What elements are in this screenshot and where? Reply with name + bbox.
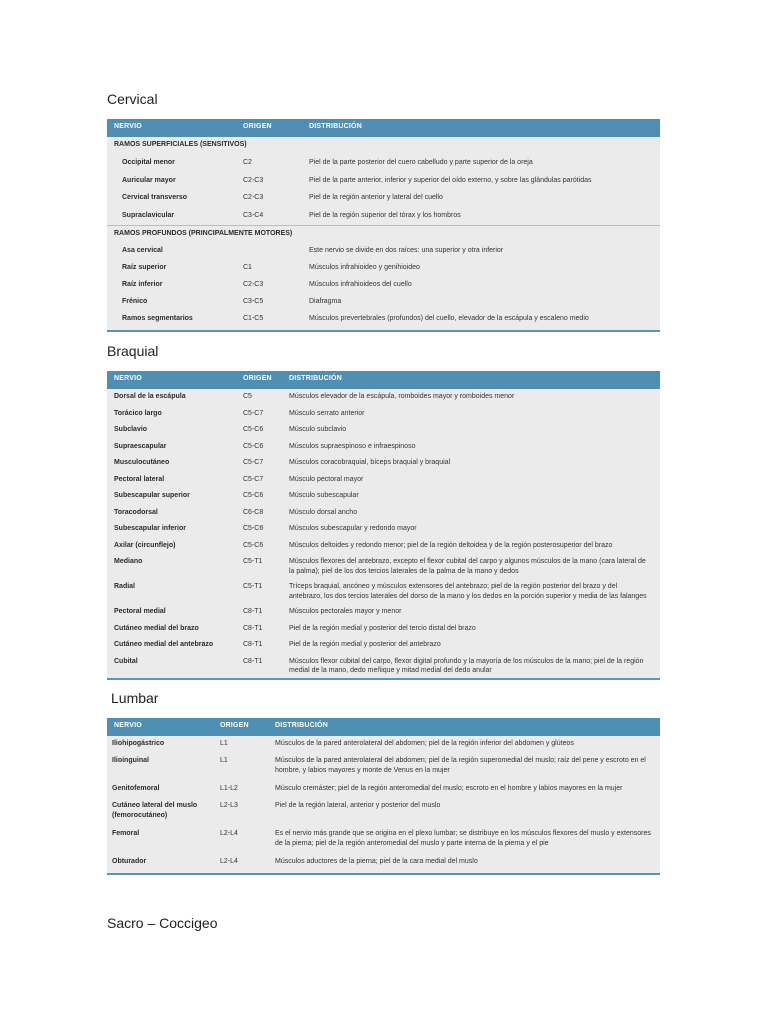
cell-distribucion: Músculos de la pared anterolateral del abdomen; piel de la región inferior del abdomen y glúteos [275, 740, 574, 747]
table-row [107, 736, 660, 753]
cell-nervio: Ramos segmentarios [122, 315, 193, 322]
cell-origen: C6-C8 [243, 508, 264, 516]
cell-nervio: Cervical transverso [122, 194, 187, 201]
cell-origen: C8-T1 [243, 641, 263, 648]
cell-nervio: Frénico [122, 298, 148, 305]
cell-distribucion: Piel de la región anterior y lateral del cuello [309, 194, 443, 201]
cell-origen: C1-C5 [243, 315, 264, 322]
cell-distribucion: Músculo pectoral mayor [289, 475, 364, 483]
cell-origen: L1-L2 [220, 785, 238, 792]
table-row [107, 554, 660, 579]
header-nervio: NERVIO [114, 375, 142, 382]
cell-distribucion: Músculos infrahioideos del cuello [309, 281, 412, 288]
heading-cervical: Cervical [107, 91, 158, 107]
cell-origen: C3-C5 [243, 298, 264, 305]
cell-nervio: Axilar (circunflejo) [114, 541, 176, 549]
cell-nervio: Pectoral lateral [114, 475, 165, 483]
cell-nervio: Genitofemoral [112, 785, 160, 792]
table-row [107, 260, 660, 277]
cell-distribucion: Músculo dorsal ancho [289, 508, 358, 516]
cell-distribucion: Músculos elevador de la escápula, romboides mayor y romboides menor [289, 393, 515, 400]
cell-nervio: Cubital [114, 657, 138, 665]
table-row [107, 798, 660, 826]
braquial-table [107, 371, 660, 680]
lumbar-table [107, 718, 660, 875]
cell-origen: C5-C7 [243, 475, 264, 483]
cervical-table [107, 119, 660, 332]
table-row [107, 455, 660, 472]
cell-distribucion: Piel de la región medial y posterior del antebrazo [289, 641, 441, 648]
cell-origen: C5-C6 [243, 442, 264, 450]
table-row [107, 521, 660, 538]
cell-nervio: Raíz inferior [122, 281, 163, 288]
cell-nervio: Toracodorsal [114, 508, 158, 516]
table-row [107, 155, 660, 173]
table-row [107, 753, 660, 781]
cell-distribucion: Tríceps braquial, ancóneo y músculos extensores del antebrazo; piel de la región posterior del brazo y del antebrazo, los dos tercios laterales del dorso de la mano y los dedos en la porción superior y media de las falanges [289, 583, 647, 600]
cell-nervio: Obturador [112, 858, 147, 865]
cell-distribucion: Piel de la parte anterior, inferior y superior del oído externo, y sobre las glándulas parótidas [309, 176, 592, 184]
group-label: RAMOS SUPERFICIALES (SENSITIVOS) [114, 141, 247, 148]
table-row [107, 243, 660, 260]
header-origen: ORIGEN [243, 123, 272, 130]
cell-origen: C5 [243, 393, 252, 400]
table-row [107, 439, 660, 456]
cell-distribucion: Músculo serrato anterior [289, 409, 365, 417]
table-row [107, 173, 660, 191]
cell-nervio: Iliohipogástrico [112, 740, 165, 747]
table-row [107, 208, 660, 226]
header-distribucion: DISTRIBUCIÓN [275, 722, 328, 729]
cell-origen: C2-C3 [243, 194, 264, 201]
table-row [107, 604, 660, 621]
cell-distribucion: Músculos pectorales mayor y menor [289, 608, 402, 615]
cell-origen: C5-T1 [243, 583, 263, 590]
table-row [107, 654, 660, 674]
cell-distribucion: Músculos deltoides y redondo menor; piel de la región deltoidea y de la región posterosuperior del brazo [289, 541, 613, 549]
cell-distribucion: Piel de la región medial y posterior del tercio distal del brazo [289, 624, 476, 632]
table-row [107, 781, 660, 798]
cell-distribucion: Músculos coracobraquial, bíceps braquial y braquial [289, 459, 451, 466]
cell-distribucion: Músculo subescapular [289, 492, 359, 499]
cell-origen: C5-C6 [243, 492, 264, 499]
cell-distribucion: Músculos supraespinoso e infraespinoso [289, 442, 416, 450]
cell-distribucion: Piel de la parte posterior del cuero cabelludo y parte superior de la oreja [309, 159, 533, 166]
cell-nervio: Supraclavicular [122, 211, 175, 219]
table-row [107, 406, 660, 423]
cell-origen: C2-C3 [243, 176, 264, 184]
cell-origen: C5-T1 [243, 558, 263, 565]
cell-distribucion: Músculos flexor cubital del carpo, flexor digital profundo y la mayoría de los músculos de la mano; piel de la región medial de la mano, dedo meñique y mitad medial del dedo anular [289, 657, 644, 674]
cell-origen: C1 [243, 264, 252, 271]
cell-origen: L2-L4 [220, 830, 238, 837]
cell-distribucion: Músculos de la pared anterolateral del abdomen; piel de la región superomedial del muslo; raíz del pene y escroto en el hombre, y labios mayores y monte de Venus en la mujer [275, 757, 646, 774]
cell-origen: C5-C6 [243, 541, 264, 549]
cell-origen: C5-C6 [243, 525, 264, 532]
table-row [107, 854, 660, 872]
cell-origen: C8-T1 [243, 608, 263, 615]
cell-distribucion: Piel de la región superior del tórax y los hombros [309, 211, 461, 219]
cell-distribucion: Diafragma [309, 298, 342, 305]
table-row [107, 277, 660, 294]
header-distribucion: DISTRIBUCIÓN [289, 375, 342, 382]
table-header [107, 371, 660, 389]
cell-nervio: Supraescapular [114, 442, 167, 450]
table-row [107, 505, 660, 522]
table-row [107, 311, 660, 328]
table-row [107, 621, 660, 638]
cell-distribucion: Este nervio se divide en dos raíces: una superior y otra inferior [309, 247, 504, 254]
cell-distribucion: Músculos prevertebrales (profundos) del cuello, elevador de la escápula y escaleno medio [309, 315, 589, 322]
cell-nervio: Cutáneo lateral del muslo (femorocutáneo) [112, 802, 198, 819]
cell-nervio: Dorsal de la escápula [114, 393, 186, 400]
cell-nervio: Mediano [114, 558, 143, 565]
table-row [107, 294, 660, 311]
cell-origen: C5-C7 [243, 409, 264, 417]
cell-origen: C8-T1 [243, 624, 263, 632]
heading-braquial: Braquial [107, 343, 159, 359]
header-distribucion: DISTRIBUCIÓN [309, 123, 362, 130]
header-origen: ORIGEN [243, 375, 272, 382]
cell-nervio: Pectoral medial [114, 608, 166, 615]
cell-origen: L1 [220, 757, 228, 764]
cell-origen: C8-T1 [243, 657, 263, 665]
cell-nervio: Raíz superior [122, 264, 167, 271]
cell-origen: L1 [220, 740, 228, 747]
cell-nervio: Subclavio [114, 426, 148, 433]
table-row [107, 637, 660, 654]
table-row [107, 422, 660, 439]
cell-origen: C3-C4 [243, 211, 264, 219]
cell-origen: C2 [243, 159, 252, 166]
cell-nervio: Subescapular superior [114, 492, 190, 499]
cell-nervio: Radial [114, 583, 136, 590]
cell-origen: L2-L4 [220, 858, 238, 865]
table-header [107, 718, 660, 736]
cell-nervio: Musculocutáneo [114, 459, 170, 466]
cell-distribucion: Músculos aductores de la pierna; piel de la cara medial del muslo [275, 858, 478, 865]
header-nervio: NERVIO [114, 123, 142, 130]
table-row [107, 472, 660, 489]
table-row [107, 488, 660, 505]
cell-distribucion: Músculos subescapular y redondo mayor [289, 525, 417, 532]
table-row [107, 579, 660, 604]
cell-nervio: Cutáneo medial del antebrazo [114, 641, 214, 648]
cell-origen: L2-L3 [220, 802, 238, 809]
cell-nervio: Torácico largo [114, 409, 162, 417]
table-row [107, 538, 660, 555]
cell-nervio: Femoral [112, 830, 140, 837]
table-header [107, 119, 660, 137]
cell-nervio: Subescapular inferior [114, 525, 186, 532]
heading-lumbar: Lumbar [111, 690, 159, 706]
table-row [107, 389, 660, 406]
cell-nervio: Ilioinguinal [112, 757, 149, 764]
cell-nervio: Asa cervical [122, 247, 163, 254]
cell-distribucion: Músculo subclavio [289, 426, 347, 433]
cell-distribucion: Músculo cremáster; piel de la región anteromedial del muslo; escroto en el hombre y labios mayores en la mujer [275, 785, 623, 792]
cell-nervio: Cutáneo medial del brazo [114, 624, 199, 632]
cell-origen: C5-C6 [243, 426, 264, 433]
group-label: RAMOS PROFUNDOS (PRINCIPALMENTE MOTORES) [114, 230, 293, 237]
cell-nervio: Occipital menor [122, 159, 175, 166]
header-origen: ORIGEN [220, 722, 249, 729]
cell-nervio: Auricular mayor [122, 176, 176, 184]
cell-distribucion: Músculos flexores del antebrazo, excepto el flexor cubital del carpo y algunos músculos de la mano (cara lateral de la palma); piel de los dos tercios laterales de la palma de la mano y dedos [289, 558, 646, 575]
cell-distribucion: Músculos infrahioideo y genihioideo [309, 264, 420, 271]
cell-distribucion: Es el nervio más grande que se origina en el plexo lumbar; se distribuye en los músculos flexores del muslo y extensores de la pierna; piel de la región anteromedial del muslo y parte interna de la pierna y el pie [275, 830, 651, 847]
cell-origen: C2-C3 [243, 281, 264, 288]
header-nervio: NERVIO [114, 722, 142, 729]
table-row [107, 190, 660, 208]
cell-origen: C5-C7 [243, 459, 264, 466]
table-row [107, 826, 660, 854]
heading-sacro: Sacro – Coccigeo [107, 915, 218, 931]
cell-distribucion: Piel de la región lateral, anterior y posterior del muslo [275, 802, 441, 809]
